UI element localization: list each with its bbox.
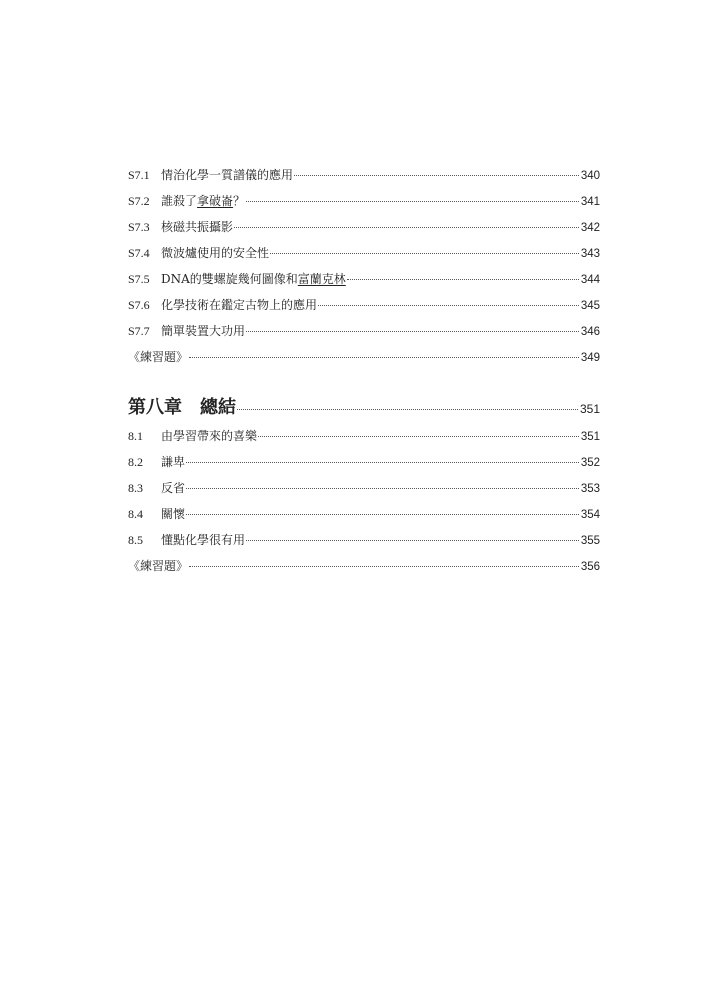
page-number: 344 [580, 274, 600, 286]
section-title: DNA的雙螺旋幾何圖像和富蘭克林 [161, 272, 346, 286]
dot-leader [347, 279, 579, 280]
section-number: S7.5 [128, 272, 150, 286]
section-title: 情治化學一質譜儀的應用 [161, 168, 294, 182]
section-title: 謙卑 [161, 455, 186, 469]
section-number: S7.3 [128, 220, 150, 234]
section-title: 《練習題》 [128, 350, 189, 364]
toc-entry-s7-5[interactable] [128, 270, 600, 288]
dot-leader [294, 175, 579, 176]
toc-entry-8-3[interactable] [128, 479, 600, 497]
dot-leader [270, 253, 579, 254]
toc-entry-s7-2[interactable] [128, 192, 600, 210]
toc-entry-8-5[interactable] [128, 531, 600, 549]
dot-leader [234, 227, 579, 228]
page-number: 349 [580, 352, 600, 364]
section-number: 8.4 [128, 507, 143, 521]
section-title: 由學習帶來的喜樂 [161, 429, 258, 443]
chapter-title: 第八章 總結 [128, 397, 236, 418]
section-number: S7.4 [128, 246, 150, 260]
toc-entry-s7-1[interactable] [128, 166, 600, 184]
dot-leader [237, 409, 578, 410]
toc-entry-8-1[interactable] [128, 427, 600, 445]
page-number: 354 [580, 509, 600, 521]
toc-entry-exercises-2[interactable] [128, 557, 600, 575]
toc-entry-s7-4[interactable] [128, 244, 600, 262]
dot-leader [246, 201, 579, 202]
dot-leader [246, 540, 579, 541]
dot-leader [186, 514, 579, 515]
toc-entry-s7-7[interactable] [128, 322, 600, 340]
section-number: S7.6 [128, 298, 150, 312]
dot-leader [189, 566, 579, 567]
page-number: 356 [580, 561, 600, 573]
section-number: S7.7 [128, 324, 150, 338]
underlined-name: 富蘭克林 [297, 272, 346, 286]
page-number: 346 [580, 326, 600, 338]
toc-entry-exercises[interactable] [128, 348, 600, 366]
section-title: 簡單裝置大功用 [161, 324, 246, 338]
section-title: 《練習題》 [128, 559, 189, 573]
section-number: S7.2 [128, 194, 150, 208]
section-title: 懂點化學很有用 [161, 533, 246, 547]
page-number: 343 [580, 248, 600, 260]
section-title: 核磁共振攝影 [161, 220, 234, 234]
section-number: 8.5 [128, 533, 143, 547]
toc-entry-s7-6[interactable] [128, 296, 600, 314]
page-number: 345 [580, 300, 600, 312]
dot-leader [318, 305, 579, 306]
dot-leader [246, 331, 579, 332]
section-title: 關懷 [161, 507, 186, 521]
page-number: 352 [580, 457, 600, 469]
section-number: 8.1 [128, 429, 143, 443]
section-number: 8.3 [128, 481, 143, 495]
page-number: 351 [580, 431, 600, 443]
toc-chapter-8[interactable] [128, 395, 600, 421]
page-number: 355 [580, 535, 600, 547]
section-title: 化學技術在鑑定古物上的應用 [161, 298, 318, 312]
page-number: 351 [579, 402, 600, 416]
page-number: 340 [580, 170, 600, 182]
dot-leader [186, 488, 579, 489]
underlined-name: 拿破崙 [197, 194, 234, 208]
page-number: 342 [580, 222, 600, 234]
toc-entry-8-4[interactable] [128, 505, 600, 523]
section-number: 8.2 [128, 455, 143, 469]
dot-leader [189, 357, 579, 358]
section-title: 反省 [161, 481, 186, 495]
dot-leader [186, 462, 579, 463]
section-number: S7.1 [128, 168, 150, 182]
page-number: 353 [580, 483, 600, 495]
dot-leader [258, 436, 579, 437]
toc-entry-s7-3[interactable] [128, 218, 600, 236]
page-number: 341 [580, 196, 600, 208]
toc-entry-8-2[interactable] [128, 453, 600, 471]
section-title: 誰殺了拿破崙？ [161, 194, 246, 208]
section-title: 微波爐使用的安全性 [161, 246, 270, 260]
